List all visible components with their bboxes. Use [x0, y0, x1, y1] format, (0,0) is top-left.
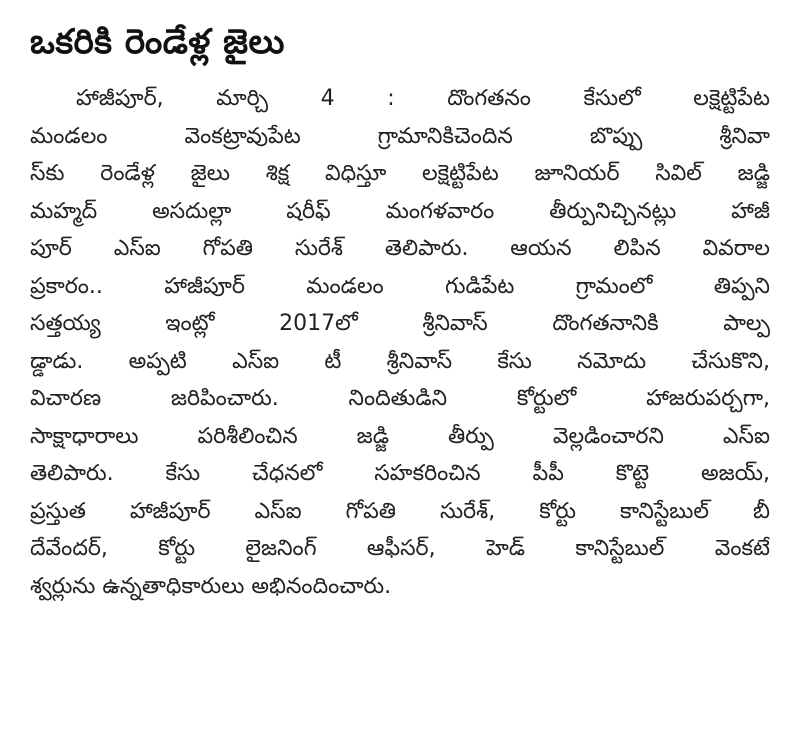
article-line: మహ్మద్ అసదుల్లా షరీఫ్ మంగళవారం తీర్పునిచ్చినట్లు హాజీ — [30, 198, 770, 224]
news-clipping — [30, 14, 770, 736]
article-line: ప్రస్తుత హాజీపూర్ ఎస్‌ఐ గోపతి సురేశ్, కోర్టు కానిస్టేబుల్ బీ — [30, 498, 770, 524]
article-line: మండలం వెంకట్రావుపేట గ్రామానికిచెందిన బొప్పు శ్రీనివా — [30, 123, 770, 149]
article-line: డ్డాడు. అప్పటి ఎస్‌ఐ టీ శ్రీనివాస్ కేసు నమోదు చేసుకొని, — [30, 348, 770, 374]
article-line: ప్రకారం.. హాజీపూర్ మండలం గుడిపేట గ్రామంలో తిప్పని — [30, 273, 770, 299]
article-line: పూర్ ఎస్‌ఐ గోపతి సురేశ్ తెలిపారు. ఆయన లిపిన వివరాల — [30, 236, 770, 261]
article-line: తెలిపారు. కేసు చేధనలో సహకరించిన పీపీ కొట్టె అజయ్, — [30, 461, 770, 486]
article-line: స్‌కు రెండేళ్ల జైలు శిక్ష విధిస్తూ లక్షెట్టిపేట జూనియర్ సివిల్ జడ్జి — [30, 161, 770, 186]
article-line: విచారణ జరిపించారు. నిందితుడిని కోర్టులో హాజరుపర్చగా, — [30, 386, 770, 411]
article-line: సాక్షాధారాలు పరిశీలించిన జడ్జి తీర్పు వెల్లడించారని ఎస్‌ఐ — [30, 423, 770, 449]
article-body — [30, 80, 770, 605]
article-line: దేవేందర్, కోర్టు లైజనింగ్ ఆఫీసర్, హెడ్ కానిస్టేబుల్ వెంకటే — [30, 536, 770, 561]
article-line: శ్వర్లును ఉన్నతాధికారులు అభినందించారు. — [30, 573, 392, 599]
headline: ఒకరికి రెండేళ్ల జైలు — [30, 22, 285, 62]
article-line: హాజీపూర్, మార్చి 4 : దొంగతనం కేసులో లక్షెట్టిపేట — [76, 86, 770, 111]
article-line: సత్తయ్య ఇంట్లో 2017లో శ్రీనివాస్ దొంగతనానికి పాల్ప — [30, 311, 770, 336]
